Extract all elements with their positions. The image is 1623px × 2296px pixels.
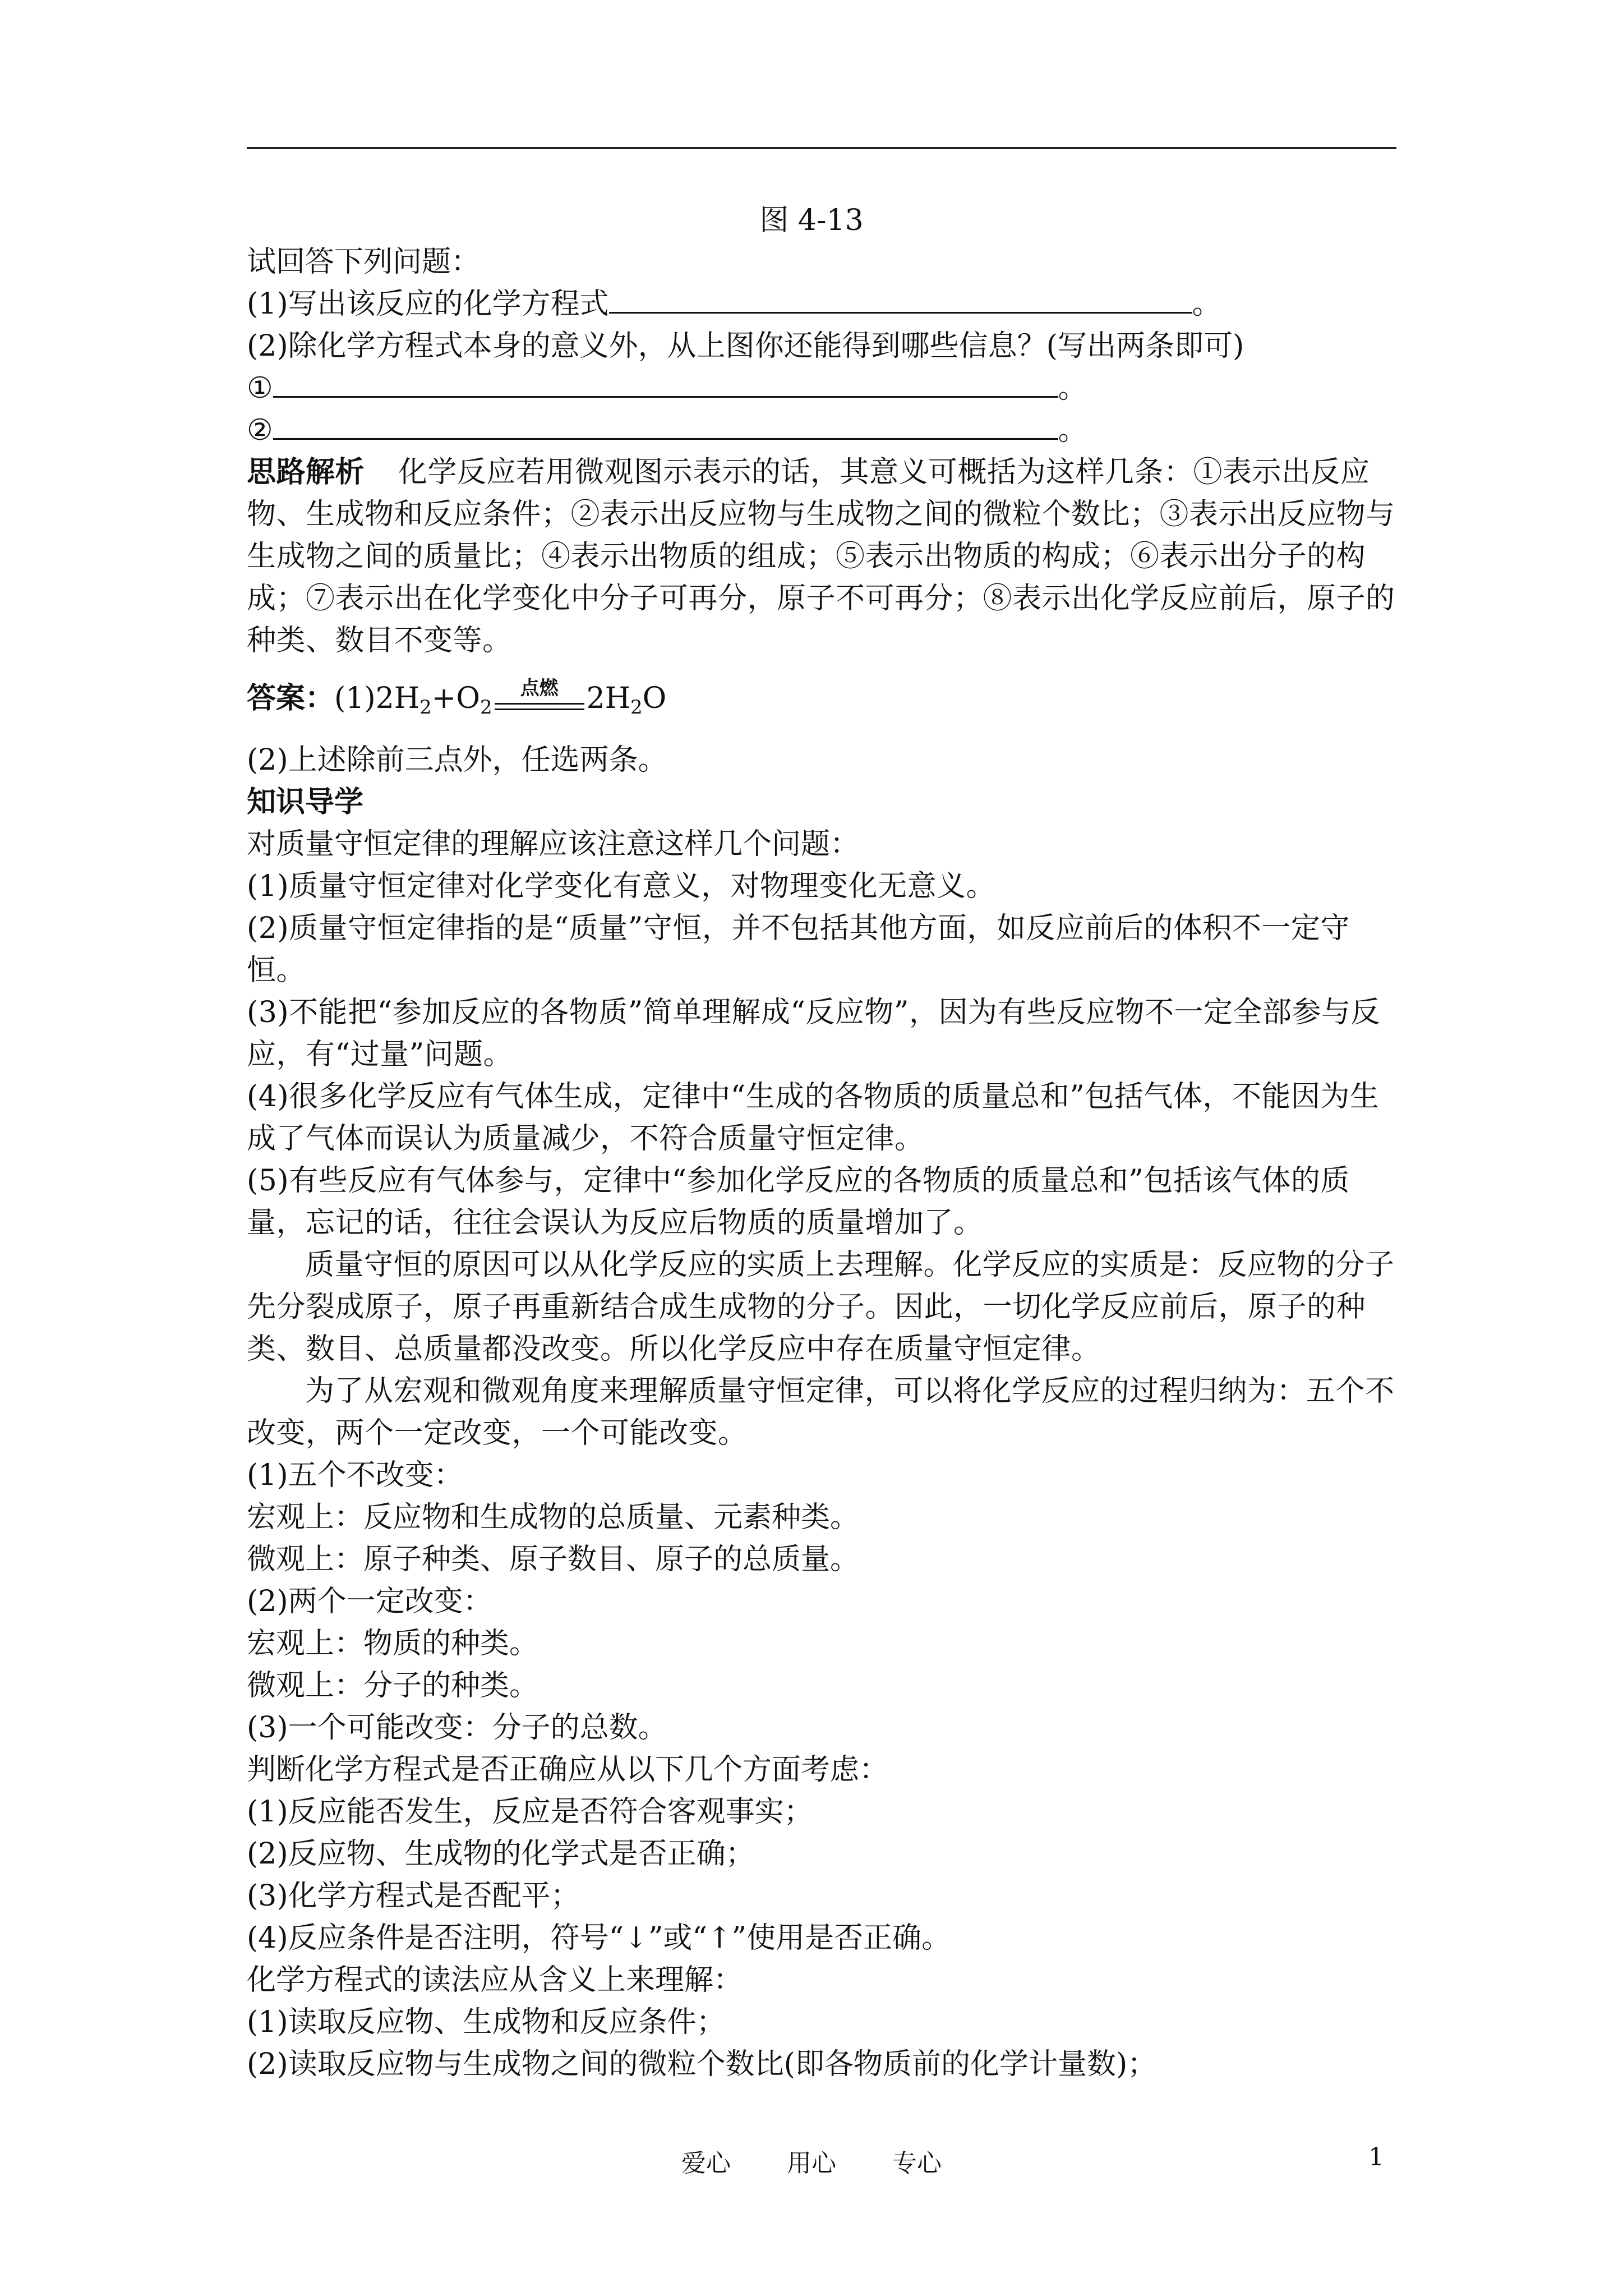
point-4: (4)很多化学反应有气体生成，定律中“生成的各物质的质量总和”包括气体，不能因为生成了气体而误认为质量减少，不符合质量守恒定律。	[247, 1080, 1380, 1156]
list-line: 化学方程式的读法应从含义上来理解：	[247, 1963, 743, 1997]
page-number: 1	[1368, 2143, 1384, 2171]
answer-label: 答案：	[247, 682, 335, 715]
question-2-item-1	[247, 367, 1402, 409]
list-line: 微观上：原子种类、原子数目、原子的总质量。	[247, 1543, 860, 1576]
item-2-end: 。	[1058, 413, 1087, 447]
reaction-arrow	[495, 677, 584, 720]
list-line: (4)反应条件是否注明，符号“↓”或“↑”使用是否正确。	[247, 1921, 951, 1955]
list-line: (2)反应物、生成物的化学式是否正确；	[247, 1837, 755, 1871]
header-rule	[247, 147, 1396, 149]
analysis-paragraph	[247, 452, 1402, 662]
list-line: (3)化学方程式是否配平；	[247, 1879, 580, 1913]
question-2: (2)除化学方程式本身的意义外，从上图你还能得到哪些信息？(写出两条即可)	[247, 329, 1244, 363]
point-2: (2)质量守恒定律指的是“质量”守恒，并不包括其他方面，如反应前后的体积不一定守恒。	[247, 912, 1350, 987]
question-1	[247, 283, 1402, 325]
main-content	[247, 241, 1402, 2086]
footer-motto-2: 用心	[787, 2149, 836, 2178]
list-line: (1)五个不改变：	[247, 1458, 463, 1492]
list-line: (2)读取反应物与生成物之间的微粒个数比(即各物质前的化学计量数)；	[247, 2047, 1157, 2081]
point-1: (1)质量守恒定律对化学变化有意义，对物理变化无意义。	[247, 869, 996, 903]
reaction-condition: 点燃	[520, 677, 559, 700]
list-line: 宏观上：反应物和生成物的总质量、元素种类。	[247, 1501, 860, 1534]
list-line: (3)一个可能改变：分子的总数。	[247, 1711, 667, 1745]
item-1-marker: ①	[247, 371, 273, 405]
question-1-end: 。	[1192, 287, 1221, 321]
list-line: 微观上：分子的种类。	[247, 1669, 539, 1703]
point-3: (3)不能把“参加反应的各物质”简单理解成“反应物”，因为有些反应物不一定全部参与反应，有“过量”问题。	[247, 996, 1380, 1071]
list-line: (2)两个一定改变：	[247, 1585, 492, 1618]
paragraph-2: 为了从宏观和微观角度来理解质量守恒定律，可以将化学反应的过程归纳为：五个不改变，两个一定改变，一个可能改变。	[247, 1374, 1395, 1450]
points-intro: 对质量守恒定律的理解应该注意这样几个问题：	[247, 827, 860, 861]
item-2-marker: ②	[247, 413, 273, 447]
list-line: 判断化学方程式是否正确应从以下几个方面考虑：	[247, 1753, 889, 1787]
paragraph-1: 质量守恒的原因可以从化学反应的实质上去理解。化学反应的实质是：反应物的分子先分裂成原子，原子再重新结合成生成物的分子。因此，一切化学反应前后，原子的种类、数目、总质量都没改变。所以化学反应中存在质量守恒定律。	[247, 1248, 1395, 1366]
section-title: 知识导学	[247, 785, 364, 819]
question-2-item-2	[247, 409, 1402, 452]
analysis-label: 思路解析	[247, 455, 365, 489]
intro-line: 试回答下列问题：	[247, 245, 481, 279]
list-line: (1)读取反应物、生成物和反应条件；	[247, 2005, 726, 2039]
question-1-text: (1)写出该反应的化学方程式	[247, 287, 609, 321]
answer-equation: 答案：$(1)2H_2+O_2$ 点燃 $2H_2O$	[247, 677, 667, 719]
footer-motto-1: 爱心	[681, 2149, 731, 2178]
answer-blank-2	[273, 368, 1058, 398]
analysis-text: 化学反应若用微观图示表示的话，其意义可概括为这样几条：①表示出反应物、生成物和反应条件；②表示出反应物与生成物之间的微粒个数比；③表示出反应物与生成物之间的质量比；④表示出物质的组成；⑤表示出物质的构成；⑥表示出分子的构成；⑦表示出在化学变化中分子可再分，原子不可再分；⑧表示出化学反应前后，原子的种类、数目不变等。	[247, 455, 1395, 657]
answer-blank-3	[273, 410, 1058, 440]
list-line: 宏观上：物质的种类。	[247, 1627, 539, 1660]
item-1-end: 。	[1058, 371, 1087, 405]
point-5: (5)有些反应有气体参与，定律中“参加化学反应的各物质的质量总和”包括该气体的质量，忘记的话，往往会误认为反应后物质的质量增加了。	[247, 1164, 1350, 1240]
answer-part-2: (2)上述除前三点外，任选两条。	[247, 743, 667, 777]
footer-motto-3: 专心	[892, 2149, 942, 2178]
figure-caption: 图 4-13	[759, 204, 864, 237]
list-line: (1)反应能否发生，反应是否符合客观事实；	[247, 1795, 813, 1829]
answer-blank-1	[609, 284, 1192, 314]
